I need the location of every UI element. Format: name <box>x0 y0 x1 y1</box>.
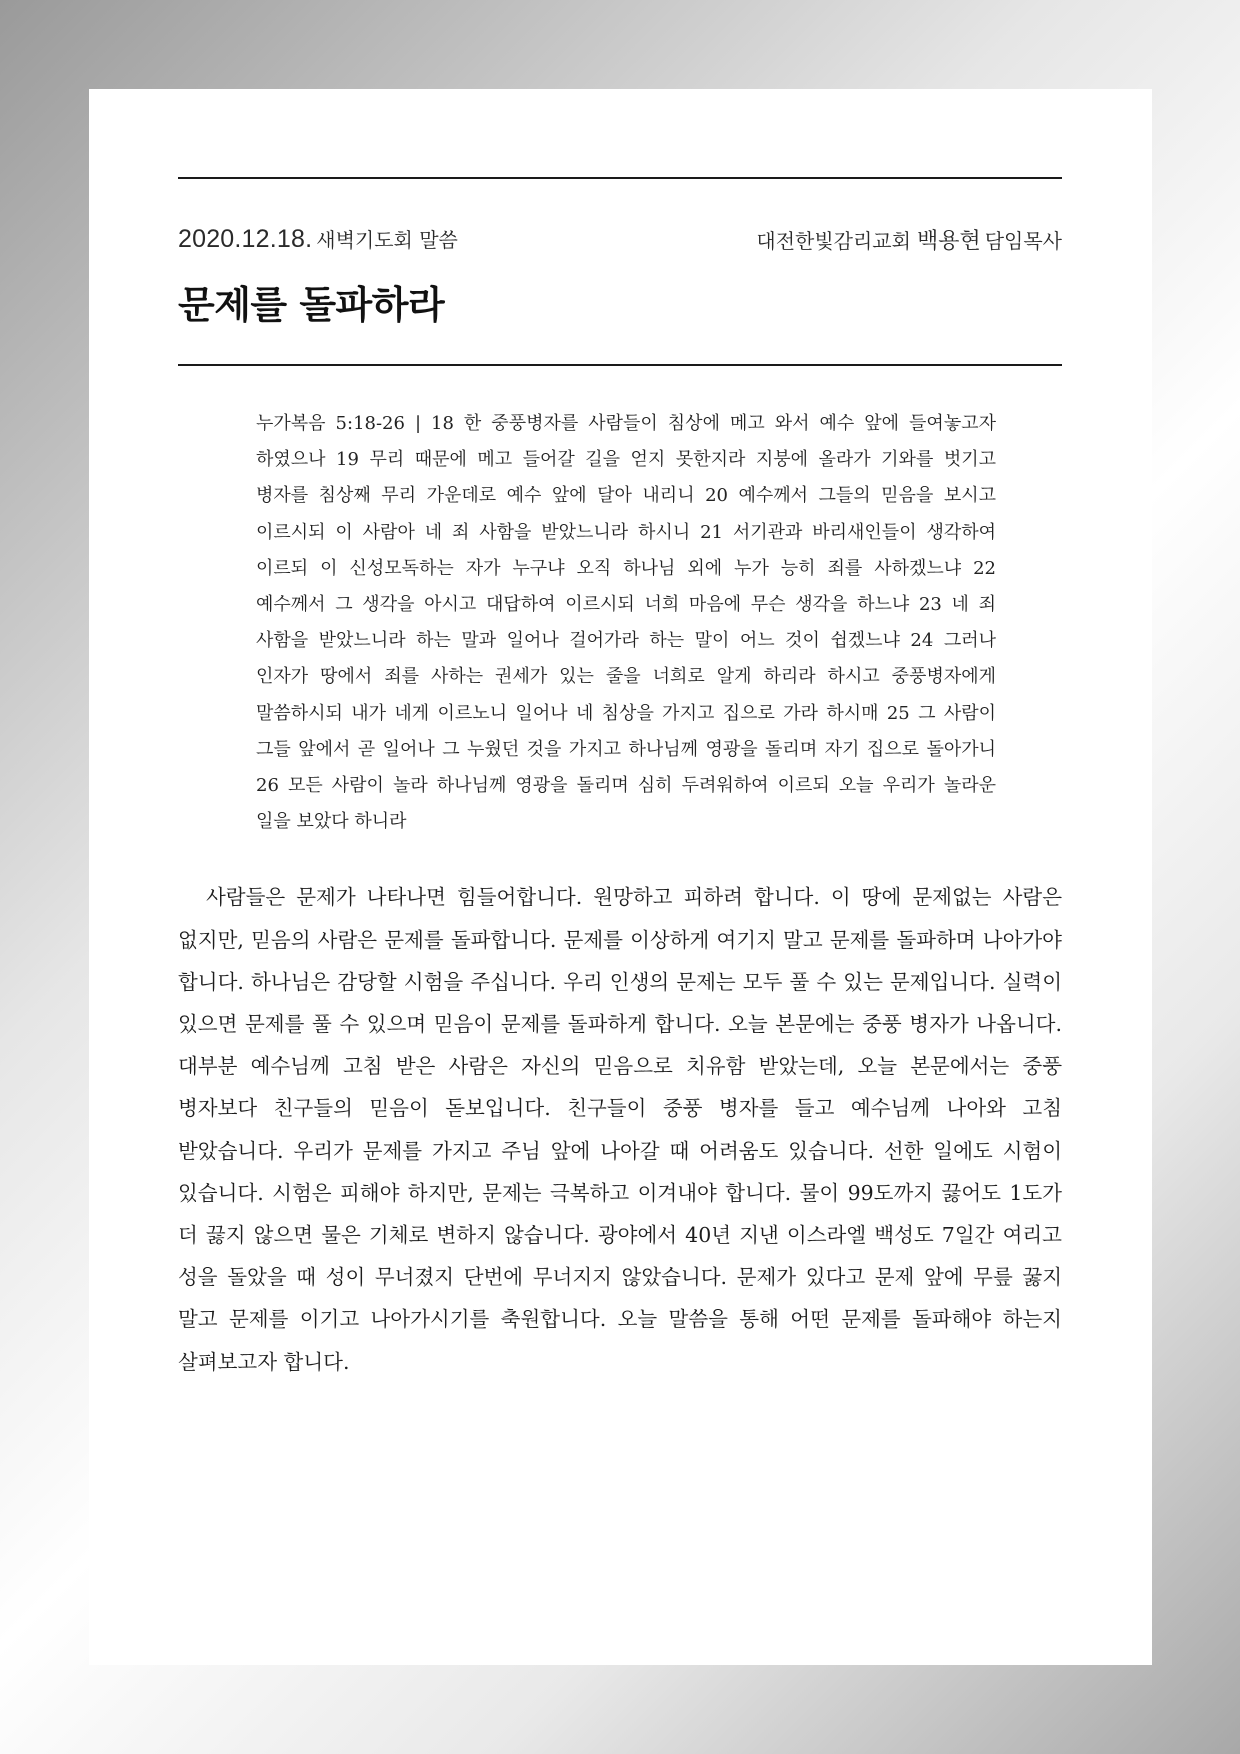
service-name: 새벽기도회 말씀 <box>316 228 458 252</box>
header-meta <box>178 222 1062 256</box>
date-event <box>178 224 458 254</box>
sermon-body: 사람들은 문제가 나타나면 힘들어합니다. 원망하고 피하려 합니다. 이 땅에 문제없는 사람은 없지만, 믿음의 사람은 문제를 돌파합니다. 문제를 이상하게 여기지 말고 문제를 돌파하며 나아가야 합니다. 하나님은 감당할 시험을 주십니다. 우리 인생의 문제는 모두 풀 수 있는 문제입니다. 실력이 있으면 문제를 풀 수 있으며 믿음이 문제를 돌파하게 합니다. 오늘 본문에는 중풍 병자가 나옵니다. 대부분 예수님께 고침 받은 사람은 자신의 믿음으로 치유함 받았는데, 오늘 본문에서는 중풍 병자보다 친구들의 믿음이 돋보입니다. 친구들이 중풍 병자를 들고 예수님께 나아와 고침 받았습니다. 우리가 문제를 가지고 주님 앞에 나아갈 때 어려움도 있습니다. 선한 일에도 시험이 있습니다. 시험은 피해야 하지만, 문제는 극복하고 이겨내야 합니다. 물이 99도까지 끓어도 1도가 더 끓지 않으면 물은 기체로 변하지 않습니다. 광야에서 40년 지낸 이스라엘 백성도 7일간 여리고 성을 돌았을 때 성이 무너졌지 단번에 무너지지 않았습니다. 문제가 있다고 문제 앞에 무릎 꿇지 말고 문제를 이기고 나아가시기를 축원합니다. 오늘 말씀을 통해 어떤 문제를 돌파해야 하는지 살펴보고자 합니다. <box>178 885 1062 1374</box>
scripture-passage: 누가복음 5:18-26 | 18 한 중풍병자를 사람들이 침상에 메고 와서 예수 앞에 들여놓고자 하였으나 19 무리 때문에 메고 들어갈 길을 얻지 못한지라 지붕에 올라가 기와를 벗기고 병자를 침상째 무리 가운데로 예수 앞에 달아 내리니 20 예수께서 그들의 믿음을 보시고 이르시되 이 사람아 네 죄 사함을 받았느니라 하시니 21 서기관과 바리새인들이 생각하여 이르되 이 신성모독하는 자가 누구냐 오직 하나님 외에 누가 능히 죄를 사하겠느냐 22 예수께서 그 생각을 아시고 대답하여 이르시되 너희 마음에 무슨 생각을 하느냐 23 네 죄 사함을 받았느니라 하는 말과 일어나 걸어가라 하는 말이 어느 것이 쉽겠느냐 24 그러나 인자가 땅에서 죄를 사하는 권세가 있는 줄을 너희로 알게 하리라 하시고 중풍병자에게 말씀하시되 내가 네게 이르노니 일어나 네 침상을 가지고 집으로 가라 하시매 25 그 사람이 그들 앞에서 곧 일어나 그 누웠던 것을 가지고 하나님께 영광을 돌리며 자기 집으로 돌아가니 26 모든 사람이 놀라 하나님께 영광을 돌리며 심히 두려워하여 이르되 오늘 우리가 놀라운 일을 보았다 하니라 <box>256 413 996 833</box>
document-page <box>89 89 1152 1665</box>
pastor-name: 백용현 <box>916 228 981 254</box>
page-content <box>178 177 1062 1383</box>
sermon-title: 문제를 돌파하라 <box>178 283 445 327</box>
sermon-date: 2020.12.18. <box>178 225 313 253</box>
top-divider <box>178 177 1062 179</box>
church-name: 대전한빛감리교회 <box>756 228 911 253</box>
bottom-divider <box>178 364 1062 366</box>
pastor-role: 담임목사 <box>984 228 1062 253</box>
preacher-info <box>756 224 1062 255</box>
